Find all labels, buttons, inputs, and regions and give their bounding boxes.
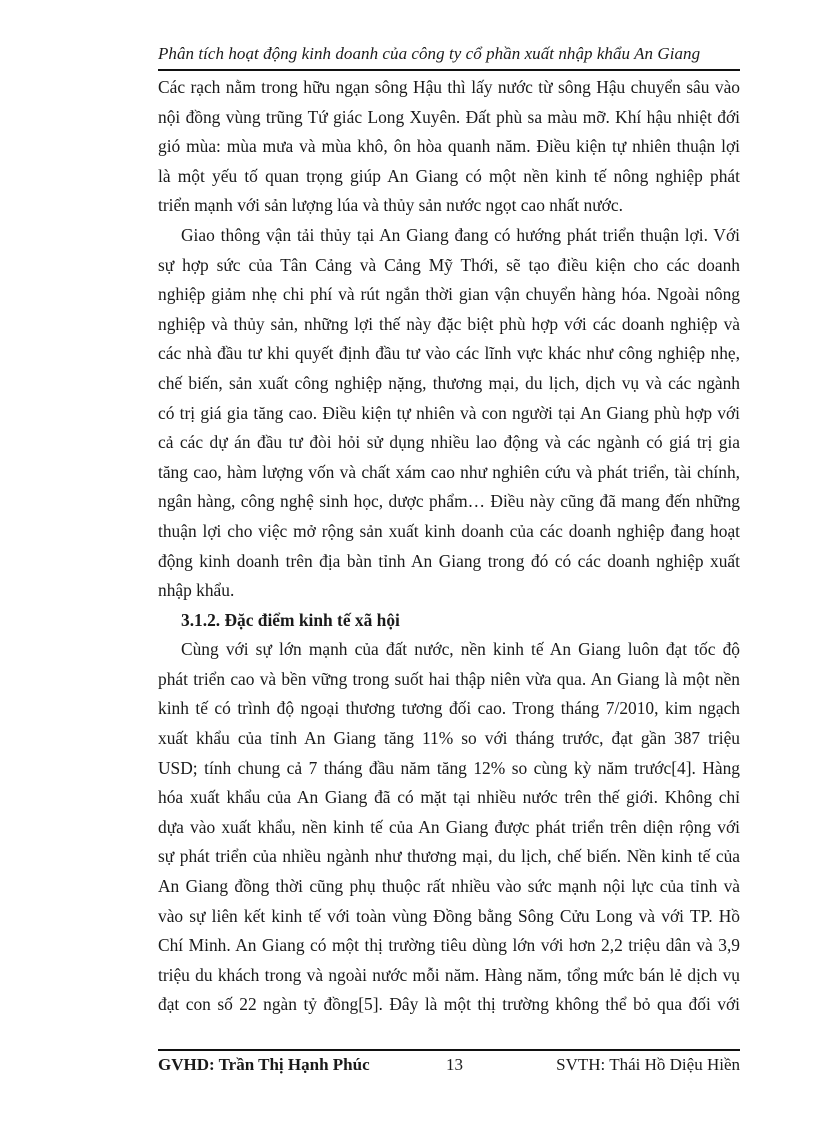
text-line: nghiệp và thủy sản, những lợi thế này đặc biệt phù hợp với các doanh nghiệp và [158,313,740,334]
text-line: hóa xuất khẩu của An Giang đã có mặt tại nhiều nước trên thế giới. Không chỉ [158,787,740,808]
text-line: vào sự liên kết kinh tế với toàn vùng Đồng bằng Sông Cửu Long và với TP. Hồ [158,905,740,926]
text-line: Chí Minh. An Giang có một thị trường tiêu dùng lớn với hơn 2,2 triệu dân và 3,9 [158,935,740,956]
text-line: nhập khẩu. [158,580,235,601]
paragraph-1 [158,73,740,221]
text-line: dựa vào xuất khẩu, nền kinh tế của An Giang được phát triển trên diện rộng với [158,816,740,837]
text-line: tăng cao, hàm lượng vốn và chất xám cao như nghiên cứu và phát triển, tài chính, [158,461,740,482]
footer-instructor: GVHD: Trần Thị Hạnh Phúc [158,1055,370,1074]
text-line: đạt con số 22 ngàn tỷ đồng[5]. Đây là một thị trường không thể bỏ qua đối với [158,994,740,1015]
text-line: thuận lợi cho việc mở rộng sản xuất kinh doanh của các doanh nghiệp đang hoạt [158,520,740,541]
text-line: cả các dự án đầu tư đòi hỏi sử dụng nhiều lao động và các ngành có giá trị gia [158,432,740,453]
text-line: sự phát triển của nhiều ngành như thương mại, du lịch, chế biến. Nền kinh tế của [158,846,740,867]
text-line: có trị giá gia tăng cao. Điều kiện tự nhiên và con người tại An Giang phù hợp với [158,402,740,423]
text-line: nội đồng vùng trũng Tứ giác Long Xuyên. Đất phù sa màu mỡ. Khí hậu nhiệt đới [158,106,740,127]
text-line: động kinh doanh trên địa bàn tỉnh An Giang trong đó có các doanh nghiệp xuất [158,550,740,571]
page-header-title: Phân tích hoạt động kinh doanh của công ty cổ phần xuất nhập khẩu An Giang [158,44,701,63]
paragraph-3 [158,635,740,1020]
document-body [158,73,740,1020]
text-line: ngân hàng, công nghệ sinh học, dược phẩm… Điều này cũng đã mang đến những [158,491,740,512]
text-line: USD; tính chung cả 7 tháng đầu năm tăng 12% so cùng kỳ năm trước[4]. Hàng [158,757,740,778]
text-line: chế biến, sản xuất công nghiệp nặng, thương mại, du lịch, dịch vụ và các ngành [158,372,740,393]
text-line: gió mùa: mùa mưa và mùa khô, ôn hòa quanh năm. Điều kiện tự nhiên thuận lợi [158,136,740,157]
footer-divider [158,1049,740,1051]
text-line: Cùng với sự lớn mạnh của đất nước, nền kinh tế An Giang luôn đạt tốc độ [181,639,740,660]
page-footer [158,1055,740,1079]
text-line: kinh tế có trình độ ngoại thương tương đối cao. Trong tháng 7/2010, kim ngạch [158,698,740,719]
paragraph-2 [158,221,740,606]
footer-student: SVTH: Thái Hồ Diệu Hiền [556,1055,740,1074]
text-line: sự hợp sức của Tân Cảng và Cảng Mỹ Thới, sẽ tạo điều kiện cho các doanh [158,254,740,275]
text-line: là một yếu tố quan trọng giúp An Giang có một nền kinh tế nông nghiệp phát [158,165,740,186]
text-line: các nhà đầu tư khi quyết định đầu tư vào các lĩnh vực khác như công nghiệp nhẹ, [158,343,740,364]
text-line: nghiệp giảm nhẹ chi phí và rút ngắn thời gian vận chuyển hàng hóa. Ngoài nông [158,284,740,305]
text-line: xuất khẩu của tỉnh An Giang tăng 11% so với tháng trước, đạt gần 387 triệu [158,728,740,749]
page-number: 13 [446,1055,463,1074]
section-heading: 3.1.2. Đặc điểm kinh tế xã hội [181,609,400,630]
text-line: phát triển cao và bền vững trong suốt hai thập niên vừa qua. An Giang là một nền [158,668,740,689]
text-line: Các rạch nằm trong hữu ngạn sông Hậu thì lấy nước từ sông Hậu chuyển sâu vào [158,77,740,97]
text-line: triệu du khách trong và ngoài nước mỗi năm. Hàng năm, tổng mức bán lẻ dịch vụ [158,964,740,985]
text-line: An Giang đồng thời cũng phụ thuộc rất nhiều vào sức mạnh nội lực của tỉnh và [158,876,740,897]
header-divider [158,69,740,71]
text-line: triển mạnh với sản lượng lúa và thủy sản nước ngọt cao nhất nước. [158,195,623,216]
text-line: Giao thông vận tải thủy tại An Giang đang có hướng phát triển thuận lợi. Với [181,224,740,245]
